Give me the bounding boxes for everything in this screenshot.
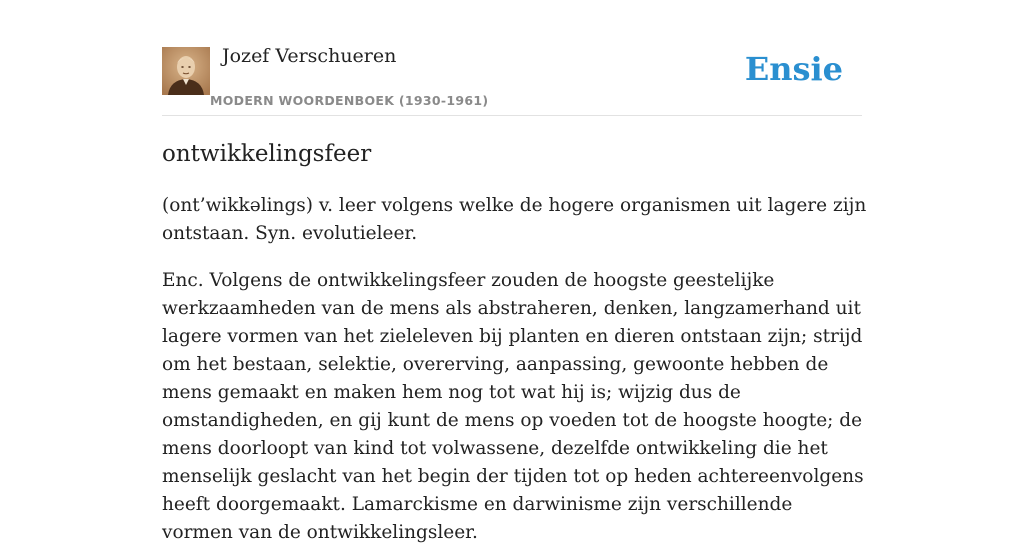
author-avatar[interactable] xyxy=(162,47,210,95)
author-portrait xyxy=(162,47,210,95)
entry-title: ontwikkelingsfeer xyxy=(162,141,372,167)
header-divider xyxy=(162,115,862,116)
source-label[interactable]: MODERN WOORDENBOEK (1930-1961) xyxy=(210,93,489,108)
entry-encyclopedia-text: Enc. Volgens de ontwikkelingsfeer zouden de hoogste geestelijke werkzaamheden van de mens als abstraheren, denken, langzamerhand uit lagere vormen van het zieleleven bij planten en dieren ontstaan zijn; strijd om het bestaan, selektie, overerving, aanpassing, gewoonte hebben de mens gemaakt en maken hem nog tot wat hij is; wijzig dus de omstandigheden, en gij kunt de mens op voeden tot de hoogste hoogte; de mens doorloopt van kind tot volwassene, dezelfde ontwikkeling die het menselijk geslacht van het begin der tijden tot op heden achtereenvolgens heeft doorgemaakt. Lamarckisme en darwinisme zijn verschillende vormen van de ontwikkelingsleer. xyxy=(162,270,864,543)
entry-definition: (ont’wikkəlings) v. leer volgens welke de hogere organismen uit lagere zijn ontstaan. Syn. evolutieleer. xyxy=(162,195,867,244)
brand-logo[interactable]: Ensie xyxy=(744,50,843,88)
author-name[interactable]: Jozef Verschueren xyxy=(222,45,397,67)
